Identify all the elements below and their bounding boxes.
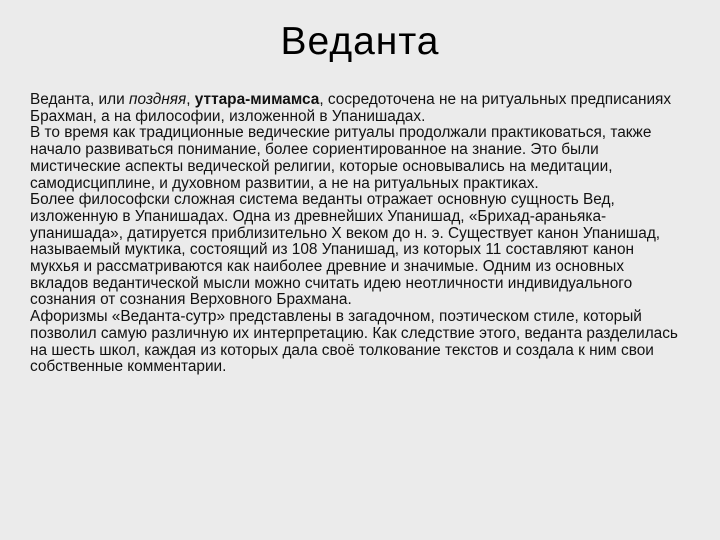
p1-bold-term: уттара-мимамса bbox=[194, 91, 320, 108]
p1-start: Веданта, или bbox=[30, 91, 129, 108]
p1-italic-term: поздняя bbox=[128, 91, 187, 108]
paragraph-3: Более философски сложная система веданты отражает основную сущность Вед, изложенную в Упанишадах. Одна из древнейших Упанишад, «Брихад-араньяка-упанишада», датируется приблизительно X веком до н. э. Существует канон Упанишад, называемый муктика, состоящий из 108 Упанишад, из которых 11 составляют канон мукхья и рассматриваются как наиболее древние и значимые. Одним из основных вкладов ведантической мысли можно считать идею неотличности индивидуального сознания от сознания Верховного Брахмана. bbox=[30, 191, 661, 309]
slide-body bbox=[30, 92, 678, 376]
p1-rest: , сосредоточена не на ритуальных предписаниях Брахман, а на философии, изложенной в Упанишадах. bbox=[30, 91, 672, 125]
paragraph-4: Афоризмы «Веданта-сутр» представлены в загадочном, поэтическом стиле, который позволил самую различную их интерпретацию. Как следствие этого, веданта разделилась на шесть школ, каждая из которых дала своё толкование текстов и создала к ним свои собственные комментарии. bbox=[30, 308, 678, 376]
p1-comma: , bbox=[186, 91, 195, 108]
slide-title: Веданта bbox=[280, 20, 440, 63]
paragraph-2: В то время как традиционные ведические ритуалы продолжали практиковаться, также начало развиваться понимание, более сориентированное на знание. Это были мистические аспекты ведической религии, которые основывались на медитации, самодисциплине, и духовном развитии, а не на ритуальных практиках. bbox=[30, 124, 652, 192]
paragraph-1 bbox=[30, 92, 678, 125]
